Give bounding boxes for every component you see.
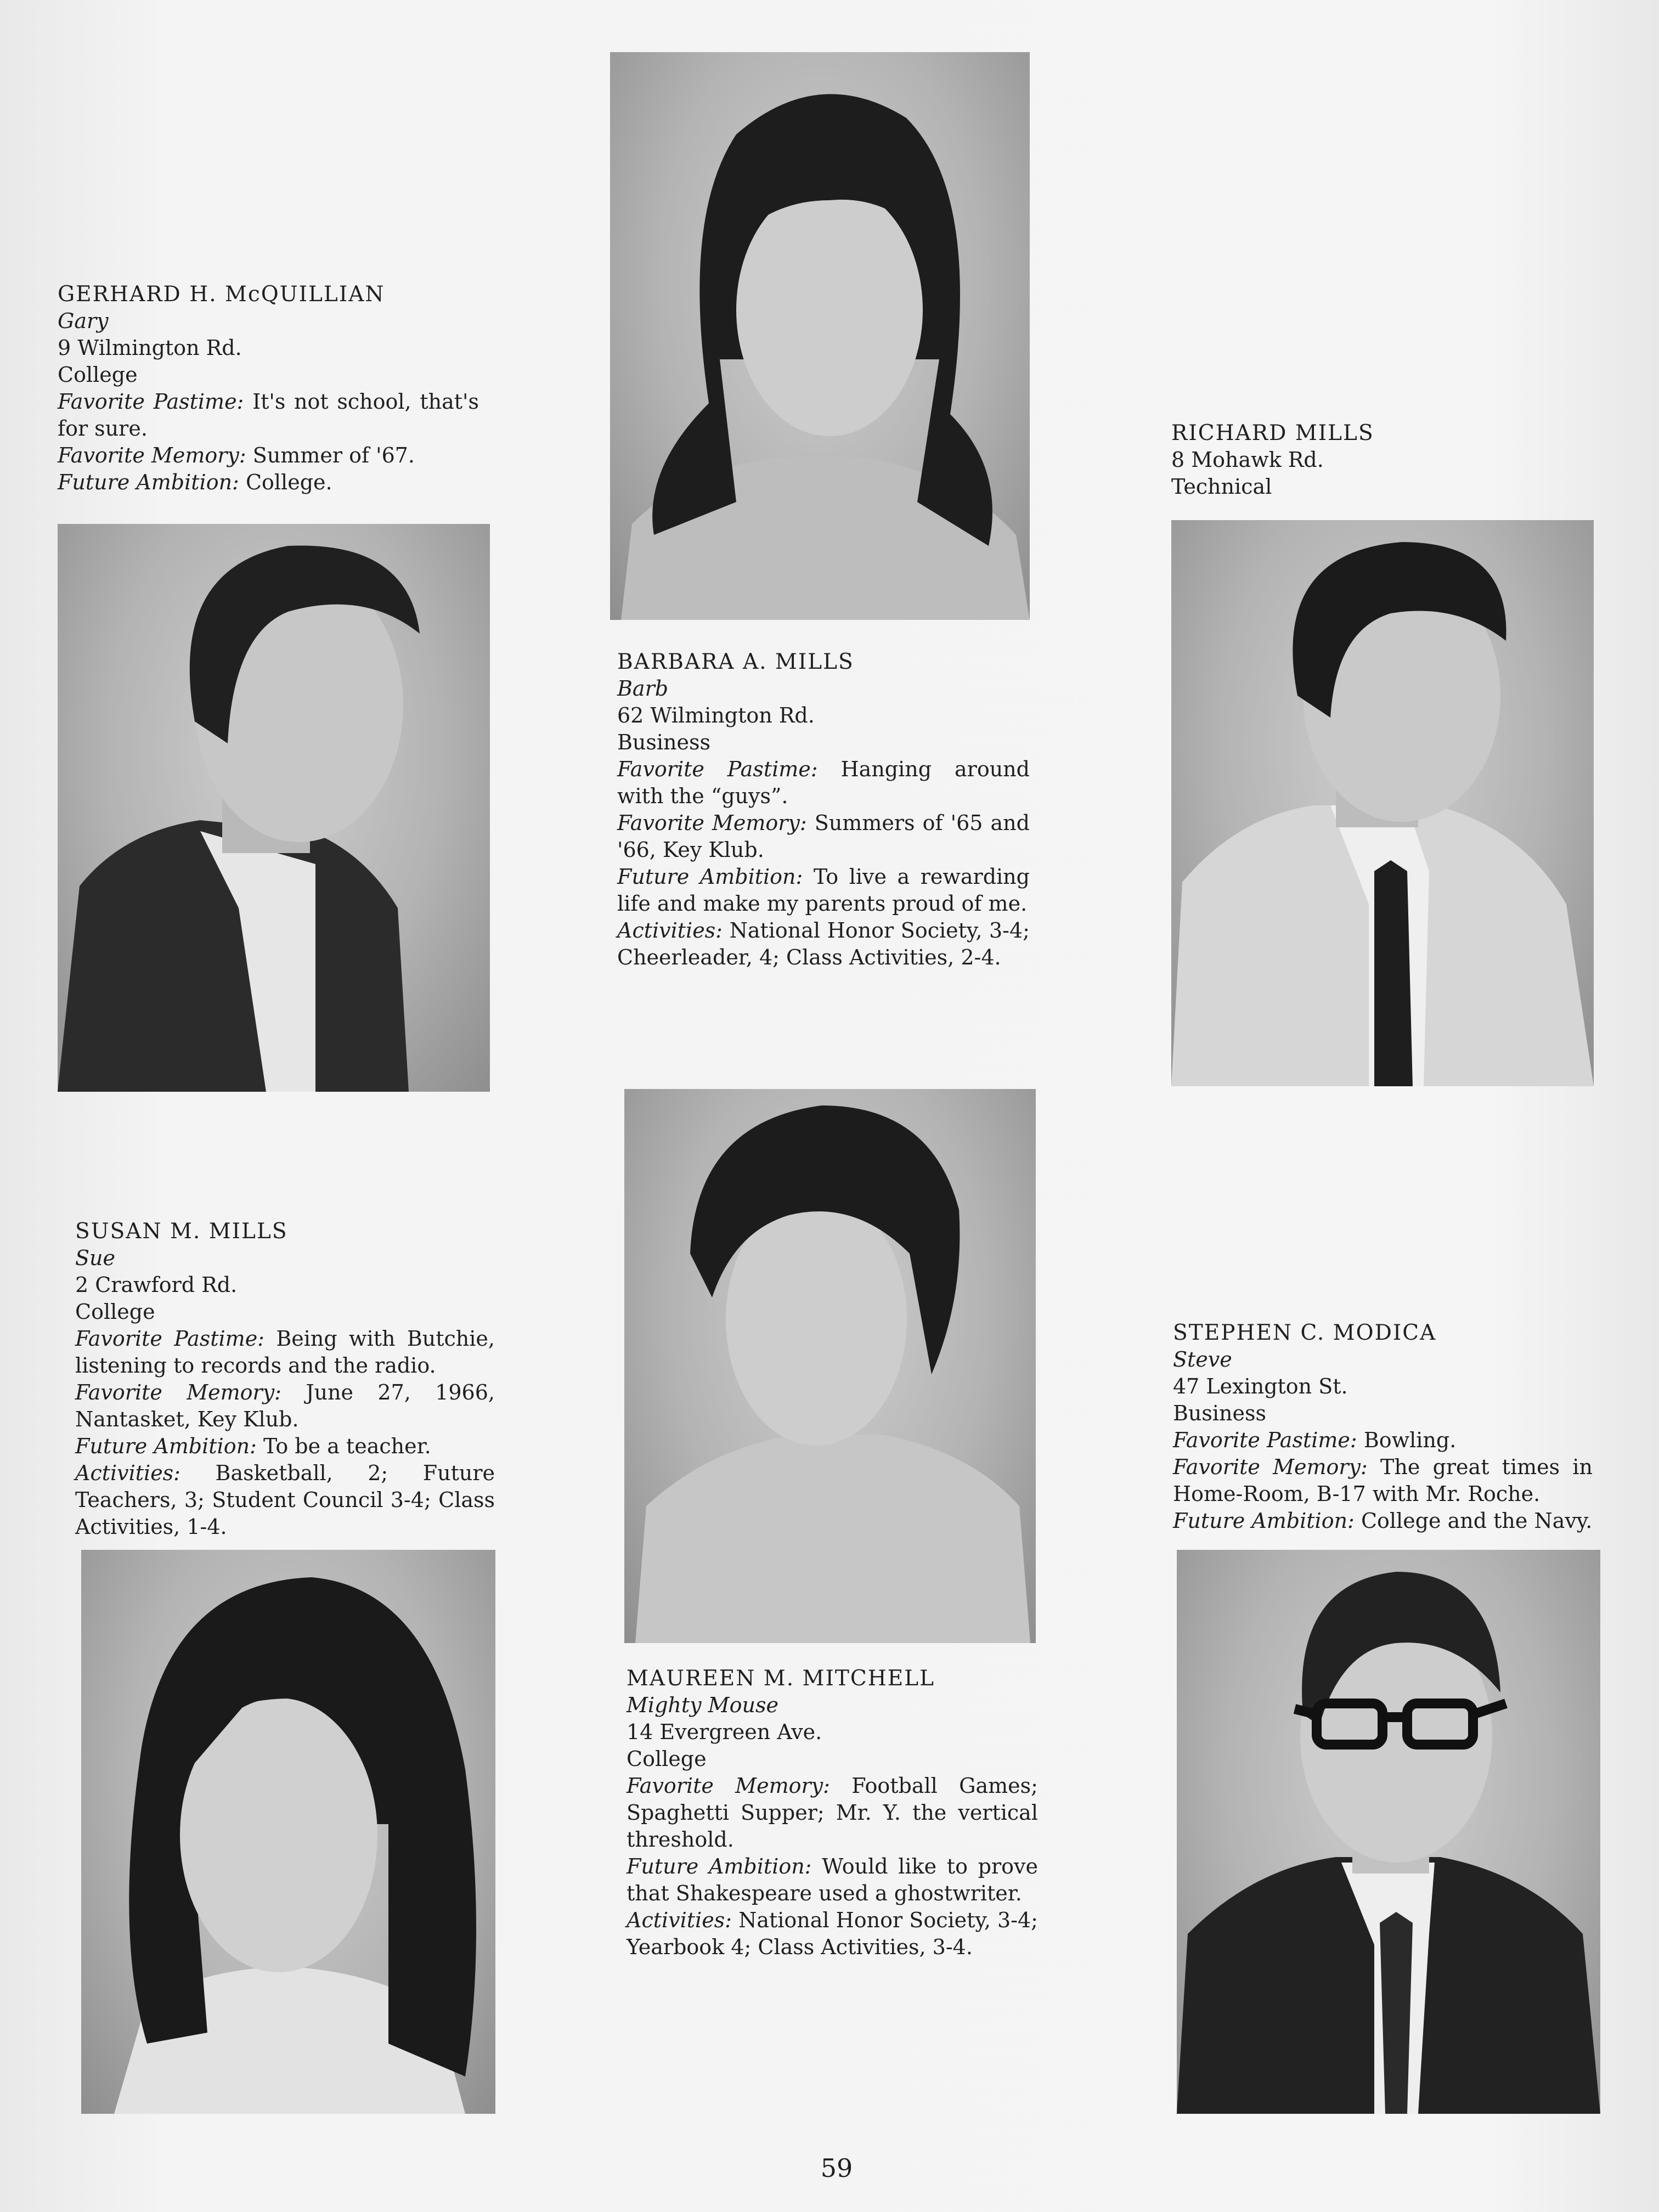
portrait-photo-stephen	[1177, 1550, 1600, 2114]
favorite-pastime-text: Bowling.	[1363, 1428, 1457, 1452]
portrait-male-icon	[58, 524, 490, 1092]
favorite-memory-label: Favorite Memory:	[75, 1380, 281, 1404]
future-ambition-label: Future Ambition:	[75, 1434, 257, 1458]
bio-susan-mills	[75, 1218, 495, 1541]
bio-maureen-mitchell	[627, 1665, 1038, 1961]
student-address: 8 Mohawk Rd.	[1171, 448, 1324, 472]
student-course: College	[75, 1300, 155, 1324]
favorite-memory-label: Favorite Memory:	[58, 443, 246, 467]
portrait-female-icon	[81, 1550, 495, 2114]
portrait-photo-richard	[1171, 520, 1594, 1086]
portrait-male-icon	[1177, 1550, 1600, 2114]
future-ambition	[617, 864, 1030, 917]
portrait-female-icon	[624, 1089, 1036, 1643]
page-number: 59	[820, 2153, 853, 2183]
portrait-male-icon	[1171, 520, 1594, 1086]
portrait-photo-barbara	[610, 52, 1030, 620]
future-ambition-label: Future Ambition:	[1173, 1509, 1355, 1533]
favorite-memory-text: June 27, 1966, Nantasket, Key Klub.	[75, 1380, 495, 1431]
favorite-memory-text: Football Games; Spaghetti Supper; Mr. Y. the vertical threshold.	[627, 1774, 1038, 1852]
activities-label: Activities:	[627, 1908, 732, 1932]
activities-label: Activities:	[75, 1461, 180, 1485]
favorite-pastime-label: Favorite Pastime:	[1173, 1428, 1357, 1452]
future-ambition	[75, 1433, 495, 1460]
favorite-pastime-text: Hanging around with the “guys”.	[617, 757, 1030, 808]
student-course: Technical	[1171, 475, 1272, 499]
future-ambition-text: College.	[245, 470, 332, 494]
favorite-memory-label: Favorite Memory:	[627, 1774, 830, 1798]
favorite-pastime	[75, 1325, 495, 1379]
future-ambition-label: Future Ambition:	[58, 470, 239, 494]
student-nickname: Sue	[75, 1246, 115, 1270]
future-ambition-text: To live a rewarding life and make my parents proud of me.	[617, 865, 1030, 916]
bio-barbara-mills	[617, 648, 1030, 971]
activities	[627, 1907, 1038, 1961]
favorite-pastime-text: It's not school, that's for sure.	[58, 390, 479, 441]
favorite-memory-label: Favorite Memory:	[1173, 1455, 1368, 1479]
student-nickname: Gary	[58, 309, 109, 333]
student-name: SUSAN M. MILLS	[75, 1219, 288, 1244]
student-address: 62 Wilmington Rd.	[617, 703, 815, 727]
future-ambition-text: Would like to prove that Shakespeare used a ghostwriter.	[627, 1854, 1038, 1905]
future-ambition	[58, 469, 479, 496]
activities	[617, 917, 1030, 971]
favorite-pastime	[617, 756, 1030, 810]
activities	[75, 1460, 495, 1541]
favorite-pastime-label: Favorite Pastime:	[58, 390, 244, 414]
future-ambition-label: Future Ambition:	[617, 865, 803, 889]
favorite-memory	[617, 810, 1030, 864]
favorite-pastime-text: Being with Butchie, listening to records and the radio.	[75, 1327, 495, 1378]
portrait-female-icon	[610, 52, 1030, 620]
student-name: GERHARD H. McQUILLIAN	[58, 282, 385, 307]
portrait-photo-gerhard	[58, 524, 490, 1092]
favorite-memory	[58, 442, 479, 469]
favorite-memory-text: Summers of '65 and '66, Key Klub.	[617, 811, 1030, 862]
student-course: Business	[617, 730, 711, 754]
student-name: RICHARD MILLS	[1171, 421, 1374, 445]
student-address: 47 Lexington St.	[1173, 1374, 1348, 1398]
student-course: College	[627, 1747, 707, 1771]
favorite-pastime-label: Favorite Pastime:	[75, 1327, 264, 1351]
future-ambition-label: Future Ambition:	[627, 1854, 812, 1878]
student-course: Business	[1173, 1401, 1267, 1425]
student-address: 9 Wilmington Rd.	[58, 336, 242, 360]
activities-text: Basketball, 2; Future Teachers, 3; Student Council 3-4; Class Activities, 1-4.	[75, 1461, 495, 1539]
favorite-memory-label: Favorite Memory:	[617, 811, 807, 835]
future-ambition	[627, 1853, 1038, 1907]
favorite-memory	[627, 1773, 1038, 1853]
student-nickname: Steve	[1173, 1347, 1232, 1372]
activities-text: National Honor Society, 3-4; Cheerleader, 4; Class Activities, 2-4.	[617, 918, 1030, 969]
activities-text: National Honor Society, 3-4; Yearbook 4; Class Activities, 3-4.	[627, 1908, 1038, 1959]
bio-stephen-modica	[1173, 1319, 1593, 1534]
portrait-photo-maureen	[624, 1089, 1036, 1643]
student-nickname: Mighty Mouse	[627, 1693, 778, 1717]
bio-richard-mills	[1171, 420, 1588, 500]
favorite-pastime-label: Favorite Pastime:	[617, 757, 818, 781]
student-course: College	[58, 363, 138, 387]
future-ambition	[1173, 1508, 1593, 1534]
future-ambition-text: College and the Navy.	[1361, 1509, 1593, 1533]
portrait-photo-susan	[81, 1550, 495, 2114]
favorite-memory-text: Summer of '67.	[252, 443, 415, 467]
student-name: BARBARA A. MILLS	[617, 650, 854, 674]
favorite-memory	[75, 1379, 495, 1433]
favorite-memory-text: The great times in Home-Room, B-17 with Mr. Roche.	[1173, 1455, 1593, 1506]
student-name: STEPHEN C. MODICA	[1173, 1321, 1437, 1345]
favorite-memory	[1173, 1454, 1593, 1508]
activities-label: Activities:	[617, 918, 723, 943]
future-ambition-text: To be a teacher.	[263, 1434, 431, 1458]
student-address: 14 Evergreen Ave.	[627, 1720, 822, 1744]
bio-gerhard-mcquillian	[58, 281, 479, 496]
favorite-pastime	[1173, 1427, 1593, 1454]
student-nickname: Barb	[617, 676, 669, 701]
favorite-pastime	[58, 388, 479, 442]
student-name: MAUREEN M. MITCHELL	[627, 1666, 935, 1691]
student-address: 2 Crawford Rd.	[75, 1273, 238, 1297]
